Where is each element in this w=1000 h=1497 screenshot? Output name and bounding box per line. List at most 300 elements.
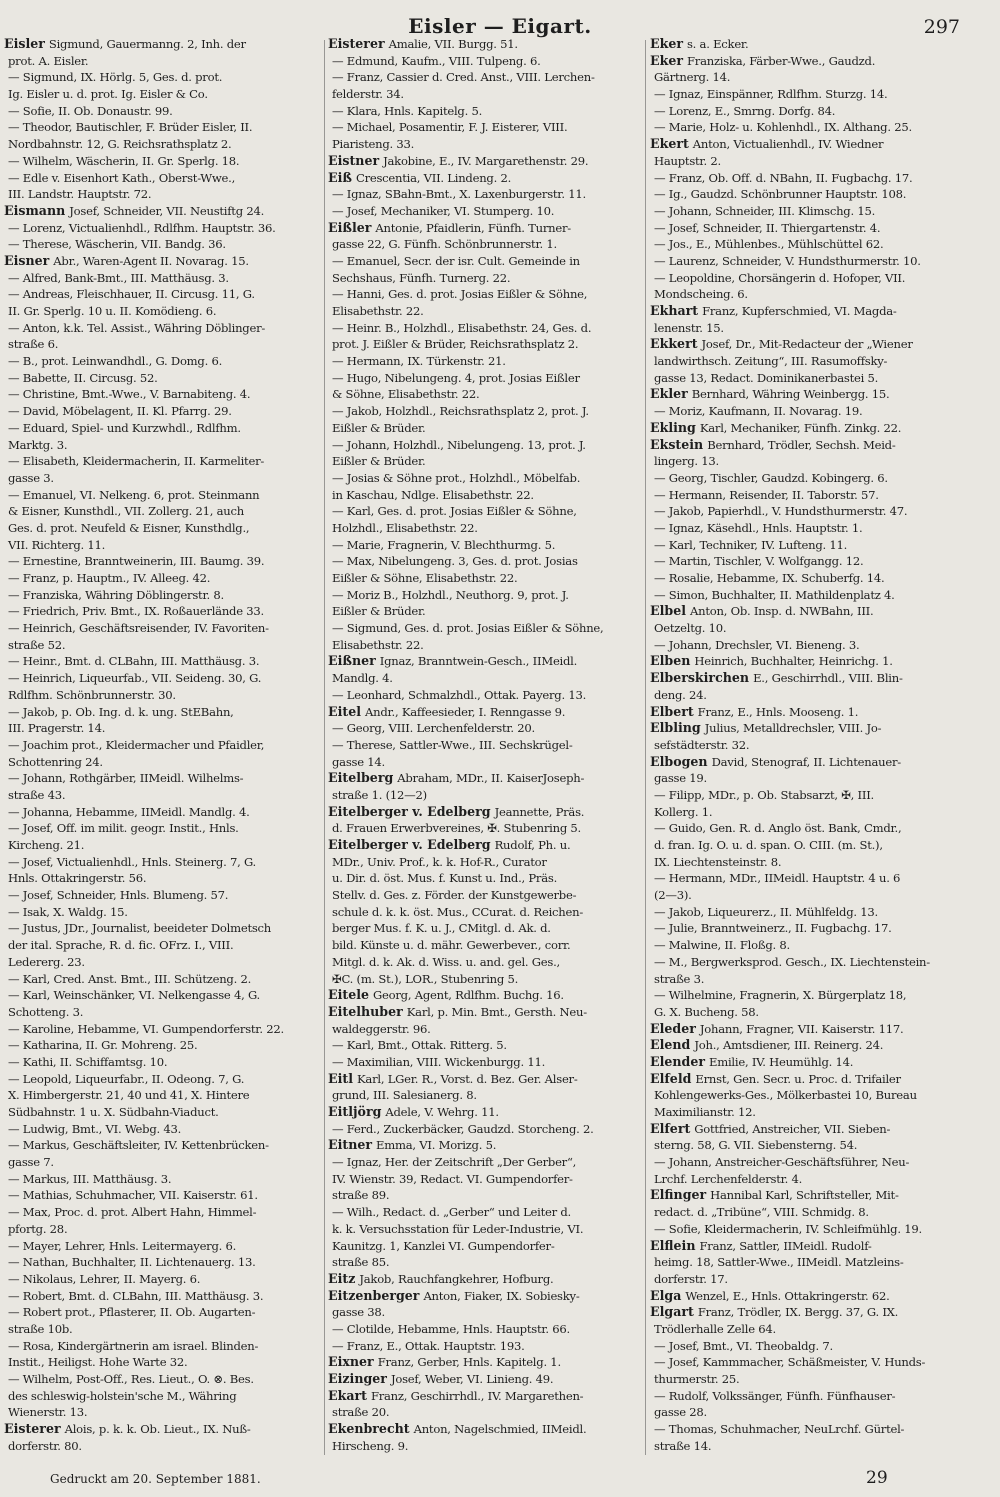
entry-text: — Karl, Weinschänker, VI. Nelkengasse 4, G. [8, 988, 260, 1003]
entry-line [4, 1054, 322, 1071]
entry-text: Holzhdl., Elisabethstr. 22. [332, 520, 478, 535]
entry-text: Eißler & Brüder. [332, 454, 426, 469]
entry-line [650, 1388, 962, 1405]
entry-text: gasse 38. [332, 1305, 385, 1320]
entry-text: Anton, Ob. Insp. d. NWBahn, III. [690, 604, 874, 619]
surname-heading: Ekling [650, 419, 696, 435]
entry-line [650, 787, 962, 804]
entry-text: Bernhard, Währing Weinbergg. 15. [691, 387, 890, 402]
entry-text: straße 1. (12—2) [332, 787, 427, 802]
entry-text: Kaunitzg. 1, Kanzlei VI. Gumpendorfer- [332, 1238, 555, 1253]
entry-text: Ledererg. 23. [8, 954, 85, 969]
entry-line [328, 453, 642, 470]
entry-line [328, 1221, 642, 1238]
surname-heading: Eitelhuber [328, 1003, 403, 1019]
entry-headline [328, 804, 642, 821]
entry-text: Lrchf. Lerchenfelderstr. 4. [654, 1171, 803, 1186]
entry-line [328, 1187, 642, 1204]
entry-line [328, 403, 642, 420]
entry-headline [328, 1071, 642, 1088]
entry-text: Jeannette, Präs. [494, 804, 585, 819]
entry-text: — Laurenz, Schneider, V. Hundsthurmerstr. 10. [654, 253, 921, 268]
entry-line [650, 186, 962, 203]
entry-text: — Clotilde, Hebamme, Hnls. Hauptstr. 66. [332, 1321, 570, 1336]
entry-text: — Joachim prot., Kleidermacher und Pfaidler, [8, 737, 265, 752]
entry-text: III. Pragerstr. 14. [8, 721, 106, 736]
entry-line [4, 670, 322, 687]
entry-line [328, 537, 642, 554]
entry-line [328, 954, 642, 971]
entry-text: — Karl, Bmt., Ottak. Ritterg. 5. [332, 1038, 507, 1053]
entry-text: dorferstr. 17. [654, 1271, 728, 1286]
entry-text: — Wilh., Redact. d. „Gerber“ und Leiter d. [332, 1205, 571, 1220]
entry-text: — Jos., E., Mühlenbes., Mühlschüttel 62. [654, 237, 884, 252]
entry-text: Gottfried, Anstreicher, VII. Sieben- [694, 1121, 891, 1136]
entry-text: Piaristeng. 33. [332, 137, 415, 152]
entry-text: Bernhard, Trödler, Sechsh. Meid- [707, 437, 896, 452]
entry-text: — Franz, p. Hauptm., IV. Alleeg. 42. [8, 571, 211, 585]
entry-text: — Nikolaus, Lehrer, II. Mayerg. 6. [8, 1271, 201, 1286]
entry-line [650, 837, 962, 854]
entry-headline [650, 704, 962, 721]
entry-line [650, 1421, 962, 1438]
entry-line [650, 1221, 962, 1238]
entry-text: — Ignaz, Käsehdl., Hnls. Hauptstr. 1. [654, 520, 863, 535]
entry-line [4, 1304, 322, 1321]
entry-line [4, 1221, 322, 1238]
entry-line [4, 86, 322, 103]
entry-headline [650, 1071, 962, 1088]
entry-line [4, 1187, 322, 1204]
entry-line [328, 270, 642, 287]
entry-line [328, 920, 642, 937]
entry-text: & Söhne, Elisabethstr. 22. [332, 387, 480, 402]
entry-line [4, 1338, 322, 1355]
entry-line [650, 1254, 962, 1271]
entry-line [328, 687, 642, 704]
surname-heading: Elflein [650, 1237, 696, 1253]
entry-text: — Elisabeth, Kleidermacherin, II. Karmeliter- [8, 454, 265, 469]
entry-line [4, 870, 322, 887]
entry-text: — Thomas, Schuhmacher, NeuLrchf. Gürtel- [654, 1422, 905, 1437]
entry-line [328, 937, 642, 954]
entry-line [650, 637, 962, 654]
entry-text: in Kaschau, Ndlge. Elisabethstr. 22. [332, 487, 534, 502]
entry-headline [650, 136, 962, 153]
entry-text: MDr., Univ. Prof., k. k. Hof-R., Curator [332, 854, 547, 869]
entry-text: Trödlerhalle Zelle 64. [654, 1321, 776, 1336]
entry-text: Emma, VI. Morizg. 5. [376, 1138, 497, 1153]
entry-text: bild. Künste u. d. mähr. Gewerbever., corr. [332, 938, 571, 953]
entry-line [4, 1154, 322, 1171]
entry-line [4, 637, 322, 654]
entry-line [4, 303, 322, 320]
entry-text: — Marie, Holz- u. Kohlenhdl., IX. Althang. 25. [654, 120, 912, 135]
entry-line [328, 503, 642, 520]
entry-line [4, 1004, 322, 1021]
entry-line [650, 1004, 962, 1021]
entry-text: Jakob, Rauchfangkehrer, Hofburg. [359, 1271, 554, 1286]
entry-line [650, 453, 962, 470]
surname-heading: Eker [650, 36, 683, 51]
entry-text: gasse 13, Redact. Dominikanerbastei 5. [654, 370, 879, 385]
entry-line [328, 186, 642, 203]
entry-text: Eißler & Söhne, Elisabethstr. 22. [332, 571, 518, 585]
entry-text: — Mathias, Schuhmacher, VII. Kaiserstr. 61. [8, 1188, 258, 1203]
column-divider [324, 40, 325, 1455]
entry-line [4, 386, 322, 403]
entry-text: Emilie, IV. Heumühlg. 14. [709, 1054, 854, 1069]
entry-text: — David, Möbelagent, II. Kl. Pfarrg. 29. [8, 404, 232, 419]
entry-line [328, 570, 642, 587]
entry-text: gasse 28. [654, 1405, 707, 1420]
entry-line [4, 837, 322, 854]
entry-text: Schottenring 24. [8, 754, 103, 769]
surname-heading: Eismann [4, 202, 66, 218]
entry-line [328, 253, 642, 270]
entry-text: Jakobine, E., IV. Margarethenstr. 29. [383, 153, 589, 168]
entry-text: u. Dir. d. öst. Mus. f. Kunst u. Ind., Präs. [332, 871, 558, 886]
entry-text: prot. A. Eisler. [8, 53, 89, 68]
surname-heading: Eitel [328, 703, 361, 719]
entry-text: Ges. d. prot. Neufeld & Eisner, Kunsthdlg., [8, 520, 250, 535]
entry-headline [650, 1304, 962, 1321]
entry-text: — Guido, Gen. R. d. Anglo öst. Bank, Cmdr., [654, 821, 902, 836]
entry-headline [650, 603, 962, 620]
entry-line [4, 987, 322, 1004]
entry-text: — Ignaz, Einspänner, Rdlfhm. Sturzg. 14. [654, 87, 888, 102]
entry-line [328, 1321, 642, 1338]
entry-text: heimg. 18, Sattler-Wwe., IIMeidl. Matzleins- [654, 1255, 904, 1270]
entry-text: Elisabethstr. 22. [332, 304, 424, 318]
entry-text: gasse 19. [654, 771, 707, 786]
entry-line [650, 69, 962, 86]
entry-text: — Ernestine, Branntweinerin, III. Baumg. 39. [8, 554, 265, 569]
entry-line [328, 203, 642, 220]
entry-headline [328, 170, 642, 187]
entry-line [4, 420, 322, 437]
entry-text: grund, III. Salesianerg. 8. [332, 1088, 477, 1103]
entry-text: — Edmund, Kaufm., VIII. Tulpeng. 6. [332, 53, 541, 68]
entry-text: — Julie, Branntweinerz., II. Fugbachg. 17. [654, 921, 892, 936]
entry-text: straße 3. [654, 971, 705, 986]
entry-line [4, 971, 322, 988]
entry-text: Franz, Gerber, Hnls. Kapitelg. 1. [377, 1355, 561, 1370]
entry-text: — Edle v. Eisenhort Kath., Oberst-Wwe., [8, 170, 236, 185]
entry-line [4, 1404, 322, 1421]
entry-headline [4, 253, 322, 270]
entry-text: — Andreas, Fleischhauer, II. Circusg. 11, G. [8, 287, 255, 302]
entry-headline [650, 1021, 962, 1038]
entry-line [328, 420, 642, 437]
entry-text: — Johann, Schneider, III. Klimschg. 15. [654, 203, 876, 218]
entry-text: Abraham, MDr., II. KaiserJoseph- [397, 771, 585, 786]
surname-heading: Eitljörg [328, 1104, 382, 1119]
entry-headline [328, 1137, 642, 1154]
entry-text: — Sofie, Kleidermacherin, IV. Schleifmühlg. 19. [654, 1221, 922, 1236]
entry-line [4, 520, 322, 537]
entry-text: Karl, p. Min. Bmt., Gersth. Neu- [406, 1004, 587, 1019]
entry-line [4, 687, 322, 704]
entry-line [328, 603, 642, 620]
surname-heading: Elbert [650, 703, 694, 719]
entry-text: deng. 24. [654, 687, 707, 702]
entry-text: — Ignaz, SBahn-Bmt., X. Laxenburgerstr. 11. [332, 187, 586, 202]
entry-text: — Jakob, Papierhdl., V. Hundsthurmerstr. 47. [654, 504, 908, 519]
entry-text: II. Gr. Sperlg. 10 u. II. Komödieng. 6. [8, 304, 217, 318]
entry-line [650, 987, 962, 1004]
entry-text: Kollerg. 1. [654, 804, 713, 819]
entry-text: — Ferd., Zuckerbäcker, Gaudzd. Storcheng. 2. [332, 1121, 594, 1136]
entry-line [650, 954, 962, 971]
entry-line [328, 670, 642, 687]
entry-line [650, 253, 962, 270]
entry-text: sefstädterstr. 32. [654, 737, 750, 752]
entry-text: lingerg. 13. [654, 454, 719, 469]
entry-line [4, 1288, 322, 1305]
entry-text: Schotteng. 3. [8, 1004, 84, 1019]
entry-text: Amalie, VII. Burgg. 51. [388, 37, 518, 51]
entry-line [650, 236, 962, 253]
entry-text: — Maximilian, VIII. Wickenburgg. 11. [332, 1054, 546, 1069]
entry-text: — Marie, Fragnerin, V. Blechthurmg. 5. [332, 537, 556, 552]
entry-text: Oetzeltg. 10. [654, 621, 727, 636]
entry-text: Hauptstr. 2. [654, 153, 721, 168]
entry-line [328, 854, 642, 871]
entry-text: — Franziska, Währing Döblingerstr. 8. [8, 587, 224, 602]
entry-text: — Kathi, II. Schiffamtsg. 10. [8, 1054, 168, 1069]
entry-headline [328, 1354, 642, 1371]
entry-text: Anton, Fiaker, IX. Sobiesky- [423, 1288, 580, 1303]
entry-line [4, 1137, 322, 1154]
entry-text: X. Himbergerstr. 21, 40 und 41, X. Hintere [8, 1088, 250, 1103]
entry-line [4, 737, 322, 754]
page-running-title: Eisler — Eigart. [408, 14, 592, 38]
entry-line [4, 370, 322, 387]
entry-text: — Robert prot., Pflasterer, II. Ob. Augarten- [8, 1305, 256, 1320]
entry-text: — Jakob, Liqueurerz., II. Mühlfeldg. 13. [654, 904, 878, 919]
entry-line [650, 1204, 962, 1221]
entry-line [4, 720, 322, 737]
entry-line [328, 136, 642, 153]
surname-heading: Ekkert [650, 336, 698, 352]
entry-line [650, 737, 962, 754]
entry-text: — Johanna, Hebamme, IIMeidl. Mandlg. 4. [8, 804, 250, 819]
entry-line [328, 370, 642, 387]
entry-line [4, 954, 322, 971]
entry-line [4, 470, 322, 487]
entry-text: k. k. Versuchsstation für Leder-Industrie, VI. [332, 1221, 584, 1236]
entry-text: — Ludwig, Bmt., VI. Webg. 43. [8, 1121, 182, 1136]
entry-line [328, 1238, 642, 1255]
entry-line [4, 920, 322, 937]
entry-text: — Josef, Schneider, II. Thiergartenstr. 4. [654, 220, 881, 235]
entry-text: Alois, p. k. k. Ob. Lieut., IX. Nuß- [64, 1422, 251, 1437]
entry-text: waldeggerstr. 96. [332, 1021, 431, 1036]
entry-headline [650, 1187, 962, 1204]
entry-text: — Jakob, p. Ob. Ing. d. k. ung. StEBahn, [8, 704, 234, 719]
entry-headline [328, 36, 642, 53]
entry-text: — Josef, Mechaniker, VI. Stumperg. 10. [332, 203, 555, 218]
entry-line [650, 286, 962, 303]
entry-line [328, 103, 642, 120]
entry-text: Anton, Nagelschmied, IIMeidl. [413, 1422, 587, 1437]
print-date: Gedruckt am 20. September 1881. [50, 1472, 261, 1486]
surname-heading: Ekstein [650, 436, 704, 452]
entry-text: — Therese, Wäscherin, VII. Bandg. 36. [8, 237, 226, 252]
entry-line [650, 620, 962, 637]
entry-line [328, 904, 642, 921]
entry-text: — M., Bergwerksprod. Gesch., IX. Liechtenstein- [654, 954, 930, 969]
entry-text: Hnls. Ottakringerstr. 56. [8, 871, 147, 886]
entry-headline [328, 770, 642, 787]
entry-text: Franz, Geschirrhdl., IV. Margarethen- [370, 1388, 584, 1403]
entry-text: Julius, Metalldrechsler, VIII. Jo- [704, 721, 882, 736]
entry-text: — Christine, Bmt.-Wwe., V. Barnabiteng. 4. [8, 387, 251, 402]
entry-line [4, 220, 322, 237]
surname-heading: Elfeld [650, 1070, 692, 1086]
surname-heading: Ekert [650, 136, 689, 152]
column-divider [645, 40, 646, 1455]
surname-heading: Eißner [328, 653, 376, 669]
entry-headline [328, 220, 642, 237]
entry-text: pfortg. 28. [8, 1221, 68, 1236]
surname-heading: Elfinger [650, 1187, 707, 1203]
entry-line [328, 236, 642, 253]
entry-text: Georg, Agent, Rdlfhm. Buchg. 16. [373, 988, 564, 1003]
entry-text: — Emanuel, VI. Nelkeng. 6, prot. Steinmann [8, 487, 260, 502]
entry-text: — Lorenz, Victualienhdl., Rdlfhm. Hauptstr. 36. [8, 220, 276, 235]
entry-text: lenenstr. 15. [654, 320, 724, 335]
surname-heading: Elend [650, 1037, 691, 1053]
entry-text: IV. Wienstr. 39, Redact. VI. Gumpendorfer- [332, 1171, 573, 1186]
entry-line [4, 336, 322, 353]
entry-text: — Hermann, MDr., IIMeidl. Hauptstr. 4 u. 6 [654, 871, 901, 886]
entry-line [650, 1171, 962, 1188]
entry-line [328, 1037, 642, 1054]
surname-heading: Elbel [650, 603, 686, 619]
surname-heading: Eixner [328, 1354, 374, 1370]
entry-headline [650, 720, 962, 737]
surname-heading: Eitzenberger [328, 1287, 420, 1303]
entry-text: — Franz, Cassier d. Cred. Anst., VIII. Lerchen- [332, 70, 595, 85]
entry-text: Eißler & Brüder. [332, 604, 426, 619]
entry-text: — Rudolf, Volkssänger, Fünfh. Fünfhauser- [654, 1388, 896, 1403]
entry-text: Mondscheing. 6. [654, 287, 748, 302]
entry-text: — Emanuel, Secr. der isr. Cult. Gemeinde in [332, 253, 580, 268]
page-number: 297 [923, 16, 960, 38]
surname-heading: Elender [650, 1053, 706, 1069]
entry-line [650, 537, 962, 554]
entry-line [328, 1254, 642, 1271]
entry-text: — Filipp, MDr., p. Ob. Stabsarzt, ✠, III. [654, 787, 874, 802]
entry-text: — Josef, Kammmacher, Schäßmeister, V. Hunds- [654, 1355, 926, 1370]
entry-line [328, 53, 642, 70]
entry-text: Mandlg. 4. [332, 671, 393, 686]
entry-line [4, 136, 322, 153]
entry-line [650, 203, 962, 220]
entry-text: Mitgl. d. k. Ak. d. Wiss. u. and. gel. Ges., [332, 954, 560, 969]
entry-text: felderstr. 34. [332, 87, 404, 102]
entry-text: Ignaz, Branntwein-Gesch., IIMeidl. [379, 654, 578, 669]
entry-text: — Sigmund, IX. Hörlg. 5, Ges. d. prot. [8, 70, 223, 85]
surname-heading: Ekhart [650, 303, 699, 318]
entry-line [328, 620, 642, 637]
entry-text: Josef, Weber, VI. Linieng. 49. [390, 1372, 554, 1386]
entry-line [650, 470, 962, 487]
entry-text: — Heinrich, Liqueurfab., VII. Seideng. 30, G. [8, 671, 262, 686]
entry-text: gasse 22, G. Fünfh. Schönbrunnerstr. 1. [332, 237, 557, 252]
entry-text: — Katharina, II. Gr. Mohreng. 25. [8, 1038, 198, 1053]
entry-text: — Wilhelmine, Fragnerin, X. Bürgerplatz 18, [654, 988, 907, 1003]
entry-line [650, 503, 962, 520]
entry-text: d. fran. Ig. O. u. d. span. O. CIII. (m. St.), [654, 838, 883, 852]
entry-line [4, 270, 322, 287]
surname-heading: Elga [650, 1287, 682, 1303]
entry-text: thurmerstr. 25. [654, 1372, 740, 1386]
entry-line [328, 1438, 642, 1455]
entry-line [4, 1371, 322, 1388]
surname-heading: Eiß [328, 169, 352, 185]
entry-text: Wienerstr. 13. [8, 1405, 88, 1420]
entry-text: Gärtnerg. 14. [654, 70, 731, 85]
entry-text: — Justus, JDr., Journalist, beeideter Dolmetsch [8, 921, 272, 936]
entry-text: — Hermann, IX. Türkenstr. 21. [332, 354, 506, 369]
entry-line [4, 186, 322, 203]
entry-text: Andr., Kaffeesieder, I. Renngasse 9. [365, 704, 566, 719]
entry-line [650, 170, 962, 187]
entry-line [650, 820, 962, 837]
entry-text: — Malwine, II. Floßg. 8. [654, 938, 790, 953]
entry-line [4, 904, 322, 921]
entry-line [650, 920, 962, 937]
entry-text: Maximilianstr. 12. [654, 1105, 756, 1119]
entry-text: — Hugo, Nibelungeng. 4, prot. Josias Eißler [332, 370, 580, 385]
entry-line [4, 119, 322, 136]
entry-text: — Markus, III. Matthäusg. 3. [8, 1171, 172, 1186]
entry-headline [328, 1371, 642, 1388]
entry-line [650, 1154, 962, 1171]
entry-text: straße 10b. [8, 1321, 73, 1336]
entry-line [328, 1021, 642, 1038]
entry-headline [650, 1288, 962, 1305]
entry-text: — Josef, Schneider, Hnls. Blumeng. 57. [8, 888, 229, 903]
entry-line [328, 69, 642, 86]
entry-line [650, 553, 962, 570]
entry-text: — Wilhelm, Wäscherin, II. Gr. Sperlg. 18. [8, 153, 240, 168]
entry-line [328, 487, 642, 504]
entry-text: — Leopoldine, Chorsängerin d. Hofoper, VII. [654, 270, 906, 285]
entry-line [4, 537, 322, 554]
entry-text: Franz, Kupferschmied, VI. Magda- [702, 304, 897, 318]
entry-line [328, 520, 642, 537]
entry-line [650, 770, 962, 787]
entry-text: VII. Richterg. 11. [8, 537, 106, 552]
entry-line [328, 1171, 642, 1188]
entry-line [328, 587, 642, 604]
entry-line [4, 1087, 322, 1104]
entry-text: — Michael, Posamentir, F. J. Eisterer, VIII. [332, 120, 568, 135]
entry-headline [328, 1388, 642, 1405]
entry-line [328, 1204, 642, 1221]
entry-text: Südbahnstr. 1 u. X. Südbahn-Viaduct. [8, 1105, 219, 1119]
surname-heading: Eitner [328, 1137, 373, 1153]
entry-text: — Karl, Techniker, IV. Lufteng. 11. [654, 537, 848, 552]
entry-line [650, 854, 962, 871]
entry-line [4, 1104, 322, 1121]
entry-line [328, 787, 642, 804]
entry-line [650, 487, 962, 504]
